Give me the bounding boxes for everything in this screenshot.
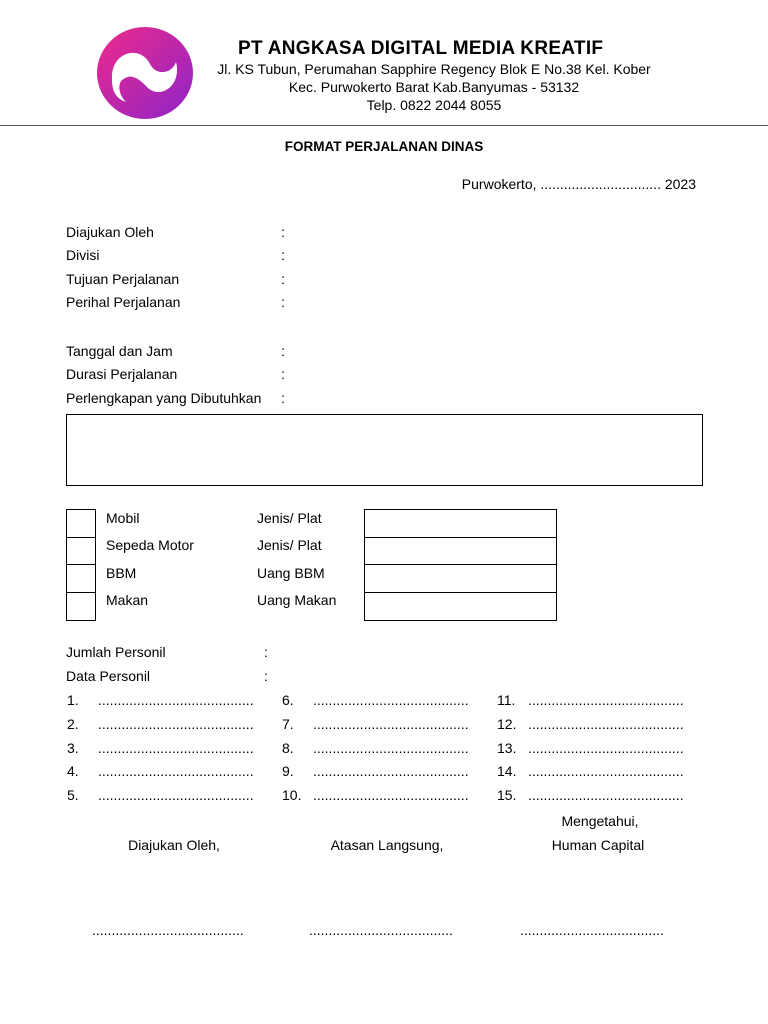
- signature-line-submitted: .......................................: [92, 922, 244, 938]
- company-name: PT ANGKASA DIGITAL MEDIA KREATIF: [238, 38, 604, 59]
- option-input-meal[interactable]: [364, 592, 557, 621]
- personnel-number: 2.: [67, 716, 79, 732]
- option-input-motorcycle[interactable]: [364, 537, 557, 565]
- signature-human-capital: Human Capital: [551, 837, 645, 853]
- personnel-number: 12.: [497, 716, 517, 732]
- option-input-car[interactable]: [364, 509, 557, 538]
- signature-line-hc: .....................................: [520, 922, 664, 938]
- place-date: Purwokerto, ............................... 2023: [461, 176, 696, 192]
- header-divider: [0, 125, 768, 126]
- personnel-blank: ........................................: [528, 763, 684, 779]
- field-colon: :: [281, 343, 285, 359]
- signature-supervisor: Atasan Langsung,: [330, 837, 444, 853]
- personnel-blank: ........................................: [528, 740, 684, 756]
- personnel-number: 15.: [497, 787, 517, 803]
- field-colon: :: [281, 294, 285, 310]
- field-colon: :: [281, 390, 285, 406]
- personnel-number: 9.: [282, 763, 294, 779]
- personnel-number: 10.: [282, 787, 302, 803]
- field-label-duration: Durasi Perjalanan: [66, 366, 178, 382]
- personnel-blank: ........................................: [98, 787, 254, 803]
- personnel-number: 4.: [67, 763, 79, 779]
- option-label-motorcycle: Sepeda Motor: [106, 537, 194, 553]
- option-checkbox-motorcycle[interactable]: [66, 537, 96, 565]
- personnel-blank: ........................................: [313, 692, 469, 708]
- personnel-blank: ........................................: [528, 692, 684, 708]
- option-detail-fuel: Uang BBM: [257, 565, 325, 581]
- personnel-blank: ........................................: [313, 787, 469, 803]
- personnel-count-label: Jumlah Personil: [66, 644, 166, 660]
- personnel-number: 6.: [282, 692, 294, 708]
- field-label-purpose: Perihal Perjalanan: [66, 294, 181, 310]
- personnel-number: 11.: [497, 692, 516, 708]
- option-label-fuel: BBM: [106, 565, 137, 581]
- personnel-number: 7.: [282, 716, 294, 732]
- personnel-blank: ........................................: [528, 787, 684, 803]
- signature-acknowledged: Mengetahui,: [561, 813, 639, 829]
- personnel-blank: ........................................: [313, 740, 469, 756]
- phone-number: Telp. 0822 2044 8055: [366, 97, 502, 113]
- signature-submitted-by: Diajukan Oleh,: [128, 837, 220, 853]
- personnel-blank: ........................................: [98, 716, 254, 732]
- equipment-textbox[interactable]: [66, 414, 703, 486]
- field-label-date-time: Tanggal dan Jam: [66, 343, 173, 359]
- personnel-blank: ........................................: [313, 716, 469, 732]
- option-detail-car: Jenis/ Plat: [257, 510, 322, 526]
- option-checkbox-fuel[interactable]: [66, 564, 96, 593]
- personnel-blank: ........................................: [313, 763, 469, 779]
- option-checkbox-meal[interactable]: [66, 592, 96, 621]
- personnel-number: 1.: [67, 692, 79, 708]
- option-input-fuel[interactable]: [364, 564, 557, 593]
- personnel-colon: :: [264, 644, 268, 660]
- personnel-number: 13.: [497, 740, 517, 756]
- personnel-blank: ........................................: [98, 692, 254, 708]
- personnel-number: 3.: [67, 740, 79, 756]
- field-colon: :: [281, 271, 285, 287]
- address-line-2: Kec. Purwokerto Barat Kab.Banyumas - 53132: [288, 79, 580, 95]
- personnel-data-label: Data Personil: [66, 668, 151, 684]
- field-label-equipment: Perlengkapan yang Dibutuhkan: [66, 390, 262, 406]
- option-label-car: Mobil: [106, 510, 140, 526]
- option-label-meal: Makan: [106, 592, 149, 608]
- option-checkbox-car[interactable]: [66, 509, 96, 538]
- field-label-division: Divisi: [66, 247, 100, 263]
- field-colon: :: [281, 366, 285, 382]
- field-colon: :: [281, 247, 285, 263]
- signature-line-supervisor: .....................................: [309, 922, 453, 938]
- field-label-destination: Tujuan Perjalanan: [66, 271, 180, 287]
- field-label-submitted-by: Diajukan Oleh: [66, 224, 154, 240]
- personnel-number: 8.: [282, 740, 294, 756]
- personnel-blank: ........................................: [528, 716, 684, 732]
- field-colon: :: [281, 224, 285, 240]
- personnel-blank: ........................................: [98, 740, 254, 756]
- personnel-colon: :: [264, 668, 268, 684]
- option-detail-motorcycle: Jenis/ Plat: [257, 537, 322, 553]
- document-title: FORMAT PERJALANAN DINAS: [284, 139, 484, 154]
- personnel-number: 5.: [67, 787, 79, 803]
- personnel-number: 14.: [497, 763, 517, 779]
- option-detail-meal: Uang Makan: [257, 592, 337, 608]
- address-line-1: Jl. KS Tubun, Perumahan Sapphire Regency Blok E No.38 Kel. Kober: [217, 61, 651, 77]
- personnel-blank: ........................................: [98, 763, 254, 779]
